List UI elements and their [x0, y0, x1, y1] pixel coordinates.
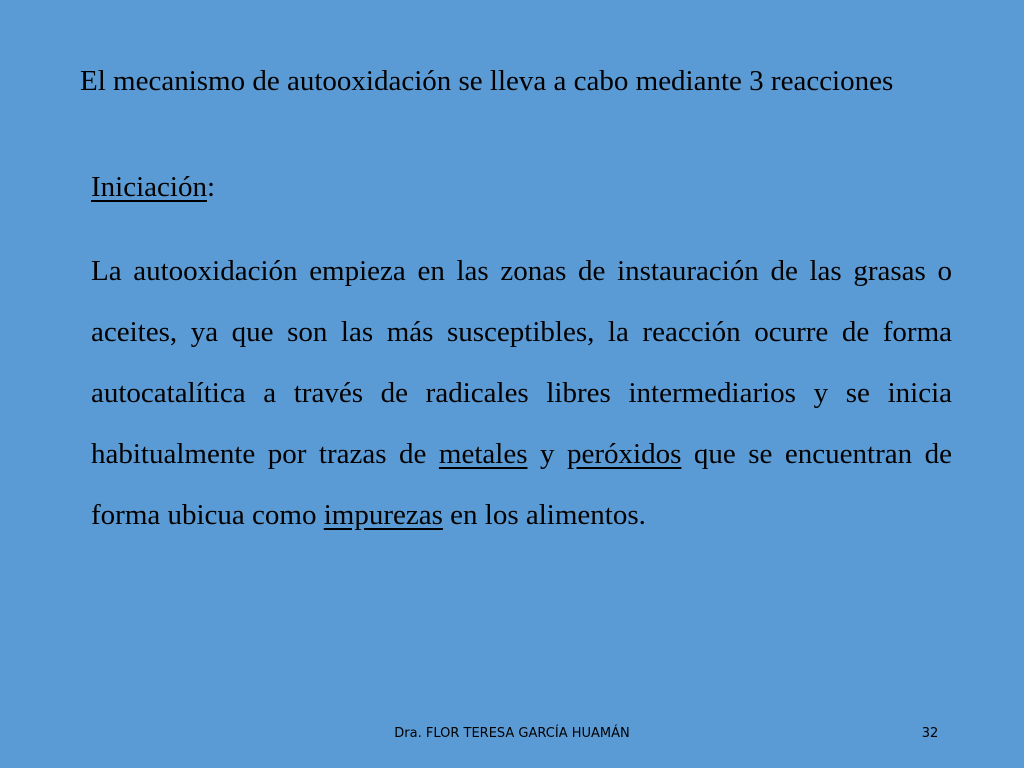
link-metales[interactable]: metales — [438, 438, 528, 470]
link-peroxidos[interactable]: peróxidos — [567, 438, 682, 470]
body-text-part-1: La autooxidación empieza en las zonas de instauración de las grasas o aceites, ya que son las más susceptibles, la reacción ocurre de forma autocatalítica a través de radicales libres intermediarios y se inicia habitualmente por trazas de — [91, 255, 952, 470]
heading-label: Iniciación — [91, 171, 207, 203]
body-text-part-4: en los alimentos. — [442, 499, 646, 531]
body-text-part-2: y — [527, 438, 568, 470]
page-number: 32 — [921, 726, 939, 741]
body-text-part-3: que se encuentran de forma ubicua como — [91, 438, 952, 531]
section-heading — [91, 169, 215, 205]
footer-author: Dra. FLOR TERESA GARCÍA HUAMÁN — [394, 726, 630, 741]
intro-paragraph: El mecanismo de autooxidación se lleva a cabo mediante 3 reacciones — [80, 65, 894, 97]
heading-colon: : — [206, 171, 216, 203]
body-paragraph — [91, 241, 952, 546]
link-impurezas[interactable]: impurezas — [323, 499, 443, 531]
